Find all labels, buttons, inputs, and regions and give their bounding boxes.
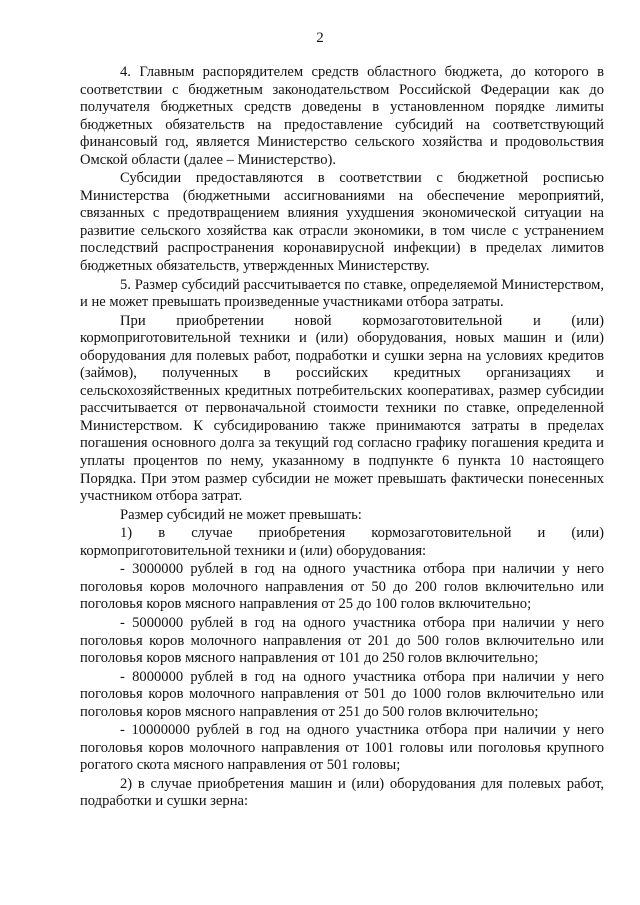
- paragraph-subsidies-budget: Субсидии предоставляются в соответствии с бюджетной росписью Министерства (бюджетными ассигнованиями на обеспечение мероприятий, связанных с предотвращением влияния ухудшения экономической ситуации на развитие сельского хозяйства как отрасли экономики, в том числе с устранением последствий распространения коронавирусной инфекции) в пределах лимитов бюджетных обязательств, утвержденных Министерству.: [80, 170, 604, 275]
- paragraph-subitem-1: 1) в случае приобретения кормозаготовительной и (или) кормоприготовительной техники и (или) оборудования:: [80, 525, 604, 559]
- paragraph-item-5: 5. Размер субсидий рассчитывается по ставке, определяемой Министерством, и не может превышать произведенные участниками отбора затраты.: [80, 276, 604, 311]
- paragraph-item-4: 4. Главным распорядителем средств областного бюджета, до которого в соответствии с бюджетным законодательством Российской Федерации как до получателя бюджетных средств доведены в установленном порядке лимиты бюджетных обязательств на предоставление субсидий на соответствующий финансовый год, является Министерство сельского хозяйства и продовольствия Омской области (далее – Министерство).: [80, 64, 604, 168]
- paragraph-purchase-conditions: При приобретении новой кормозаготовительной и (или) кормоприготовительной техники и (или) оборудования, новых машин и (или) оборудования для полевых работ, подработки и сушки зерна на условиях кредитов (займов), полученных в российских кредитных организациях и сельскохозяйственных кредитных потребительских кооперативах, размер субсидии рассчитывается от первоначальной стоимости техники по ставке, определенной Министерством. К субсидированию также принимаются затраты в пределах погашения основного долга за текущий год согласно графику погашения кредита и уплаты процентов по нему, указанному в подпункте 6 пункта 10 настоящего Порядка. При этом размер субсидии не может превышать фактически понесенных участником отбора затрат.: [80, 312, 604, 505]
- list-item-8000000: - 8000000 рублей в год на одного участника отбора при наличии у него поголовья коров молочного направления от 501 до 1000 голов включительно или поголовья коров мясного направления от 251 до 500 голов включительно;: [80, 668, 604, 720]
- paragraph-limits-intro: Размер субсидий не может превышать:: [120, 506, 362, 523]
- list-item-10000000: - 10000000 рублей в год на одного участника отбора при наличии у него поголовья коров молочного направления от 1001 головы или поголовья крупного рогатого скота мясного направления от 501 головы;: [80, 722, 604, 774]
- list-item-5000000: - 5000000 рублей в год на одного участника отбора при наличии у него поголовья коров молочного направления от 201 до 500 голов включительно или поголовья коров мясного направления от 101 до 250 голов включительно;: [80, 614, 604, 667]
- page-number: 2: [316, 30, 324, 46]
- list-item-3000000: - 3000000 рублей в год на одного участника отбора при наличии у него поголовья коров молочного направления от 50 до 200 голов включительно или поголовья коров мясного направления от 25 до 100 голов включительно;: [80, 561, 604, 613]
- document-body: [80, 64, 604, 811]
- paragraph-subitem-2: 2) в случае приобретения машин и (или) оборудования для полевых работ, подработки и сушки зерна:: [80, 775, 604, 810]
